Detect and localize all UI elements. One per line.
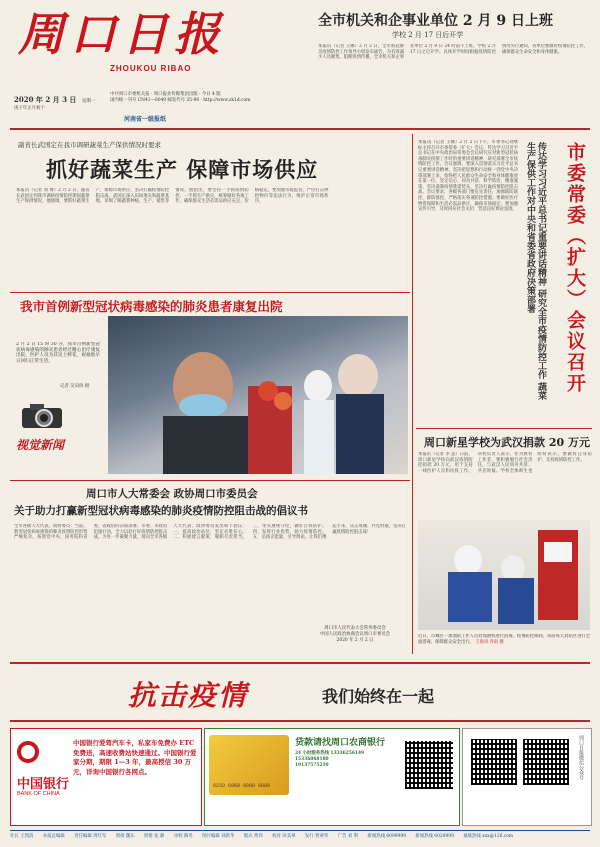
lead-rule (10, 292, 410, 293)
right-rule (416, 428, 592, 429)
photo-story-caption: 2 月 2 日 15 时 30 分，我市首例新型冠状病毒感染的肺炎患者经过精心治疗康复出院，医护人员为其送上鲜花，祝福他早日回归正常生活。 (16, 342, 100, 364)
grade-badge: 河南省一级报纸 (124, 117, 167, 123)
masthead-meta: 中共周口市委机关报 · 周口报业传媒集团出版 · 今日 4 版 国内统一刊号 CN41—0049 邮发代号 35-98 · http://www.zk1d.com (110, 92, 251, 103)
footer-item: 广告 刘 利 (337, 834, 359, 839)
issue-date: 2020 年 2 月 3 日 星期一 (14, 95, 96, 104)
photo-credit: 记者 吴向珍 摄 (60, 384, 90, 389)
right-column-divider (412, 134, 413, 654)
app-qr-code[interactable] (521, 737, 571, 787)
footer-item: 本报总编辑 (42, 834, 65, 839)
loan-ad-phones: 24 小时服务热线 13336256149 15336868180 19137575210 (295, 751, 365, 768)
initiative-signatures: 周口市人民代表大会常务委员会 中国人民政治协商会议周口市委员会 2020 年 2 月 2 日 (319, 626, 391, 643)
bank-logo-icon (17, 741, 39, 763)
notice-ad (462, 728, 592, 826)
lead-headline: 抓好蔬菜生产 保障市场供应 (46, 157, 319, 182)
lead-kicker: 副省长武国定在我市调研蔬菜生产保供情况时要求 (18, 141, 161, 149)
masthead-rule (10, 128, 590, 130)
gas-station-caption: 近日，市城区一加油站工作人员对加油机进行消毒。疫情防控期间，该站每天对站区进行全面消毒，保障群众安全出行。 王海涛 乔南 摄 (418, 634, 590, 645)
footer-item: 照排 魏东 (115, 834, 135, 839)
photo-story-headline: 我市首例新型冠状病毒感染的肺炎患者康复出院 (20, 299, 283, 314)
footer-item: 审校 陶冬 (173, 834, 193, 839)
right-vertical-subtitle: 传达学习习近平总书记重要讲话精神 研究全市疫情防控工作 蔬菜生产保供工作对中央和省委省政府决策部署 (525, 142, 546, 401)
newspaper-name: 周口日报 (18, 7, 226, 61)
footer-item: 校对 田美翠 (272, 834, 296, 839)
footer-item: 新闻热线 6029999 (415, 834, 454, 839)
card-number: 6233 6868 8888 8888 (213, 783, 271, 789)
loan-ad (204, 728, 460, 826)
camera-icon (20, 400, 64, 430)
right-vertical-title: 市委常委（扩大）会议召开 (564, 142, 586, 394)
visual-news-label: 视觉新闻 (16, 438, 65, 452)
right-column-body: 本报讯（记者 王娜）2 月 2 日下午，市委书记刘继标主持召开市委常委（扩大）会议，传达学习习近平总书记在中央政治局常委会会议研究应对新型冠状病毒肺炎疫情工作时的重要讲话精神，研究部署全市疫情防控工作。会议强调，要深入贯彻落实习近平总书记重要讲话精神，坚决把思想和行动统一到党中央决策部署上来，始终把人民群众生命安全和身体健康放在第一位，坚定信心、同舟共济、科学防治、精准施策，坚决遏制疫情蔓延势头，坚决打赢疫情防控阻击战。会议要求，各级各部门要压实责任，加强联防联控、群防群控，严格落实各项防控措施；要做好医疗物资保障和生活必需品供应，确保市场稳定；要加强宣传引导，及时回应社会关切，营造良好舆论氛围。 (418, 140, 518, 213)
footer-item: 发行 贾翠华 (304, 834, 329, 839)
notice-label: 周口日报微信公众号 (578, 735, 584, 780)
initiative-line2: 关于助力打赢新型冠状病毒感染的肺炎疫情防控阻击战的倡议书 (14, 505, 308, 517)
initiative-line1: 周口市人大常委会 政协周口市委员会 (86, 488, 258, 500)
card-image (209, 735, 289, 795)
loan-qr-code[interactable] (403, 739, 455, 791)
lunar-date: 庚子年正月初十 (14, 106, 45, 111)
patient-discharge-photo (108, 316, 408, 474)
top-news-headline: 全市机关和企事业单位 2 月 9 日上班 (318, 13, 553, 29)
bank-name: 中国银行 (17, 777, 70, 792)
footer-item: 新闻热线 6099999 (367, 834, 406, 839)
fight-epidemic-banner (10, 662, 590, 722)
bank-ad (10, 728, 202, 826)
story2-body: 本报讯（记者 李 慧）日前，周口新星学校向武汉疫情防控捐款 20 万元，用于支持一线医护人员和抗疫工作。该校负责人表示，作为教育工作者，要积极履行社会责任，与武汉人民同舟共济、共克时艰。学校全体师生也纷纷表示，要做好自身防护，支持疫情防控工作。 (418, 452, 592, 474)
top-news-subhead: 学校 2 月 17 日后开学 (392, 31, 464, 39)
banner-main: 抗击疫情 (128, 679, 249, 712)
masthead-pinyin: ZHOUKOU RIBAO (110, 64, 192, 73)
footer-item: 照排 张 静 (144, 834, 165, 839)
photo-rule (10, 480, 410, 481)
lead-body: 本报讯（记者 刘 博）2 月 2 日，副省长武国定到我市调研疫情防控期间蔬菜生产保供情况，他强调，要抓好蔬菜生产，保障市场供应，坚决打赢疫情防控阻击战。武国定深入田间地头和蔬菜基地，详细了解蔬菜种植、生产、销售等情况。他指出，要坚持一手抓疫情防控，一手抓生产供应，统筹做好各项工作，确保群众生活必需品供应充足、价格稳定。要加强市场监管，严厉打击哄抬物价等违法行为，维护正常市场秩序。 (16, 188, 329, 205)
wechat-qr-code[interactable] (469, 737, 519, 787)
footer-item: 通联热线 xxx@126.com (463, 834, 514, 839)
story2-headline: 周口新星学校为武汉捐款 20 万元 (424, 436, 590, 449)
footer-item: 责任编辑 周红军 (74, 834, 107, 839)
footer-item: 社长 王凯清 (10, 834, 34, 839)
loan-ad-title: 贷款请找周口农商银行 (295, 738, 386, 748)
footer-item: 版式 黄伟 (243, 834, 263, 839)
footer-item: 图片编辑 刘新华 (202, 834, 235, 839)
top-news-body: 本报讯（记者 王娜）2 月 2 日，全市新冠肺炎疫情防控工作领导小组发布通告，为有效减少人员聚集，阻断疫情传播，全市机关和企事业单位 2 月 9 日 24 时前不上班，学校 2 月 17 日之后开学。具体开学时间根据疫情防控情况另行通知。各单位要做好疫情防控工作，确保群众生命安全和身体健康。 (318, 44, 588, 61)
gas-station-photo (418, 520, 590, 630)
initiative-body: 全市各级人大代表、政协委员：当前，新型冠状病毒感染的肺炎疫情防控形势严峻复杂。按照党中央、国务院和省委、省政府的决策部署，市委、市政府迅速行动，全力以赴打好疫情防控阻击战。为进一步凝聚力量，现向全市各级人大代表、政协委员发出如下倡议：一、提高政治站位，坚定必胜信心。二、积极建言献策，履职尽责担当。三、带头遵规守纪，做好自我防护。四、发挥行业优势，助力疫情防控。五、弘扬正能量，引导舆论。让我们携起手来，众志成城、共克时艰，坚决打赢疫情防控阻击战！ (14, 524, 406, 541)
masthead-logo (18, 8, 238, 60)
bank-ad-text: 中国银行爱驾汽车卡，私家车免费办 ETC 免费送，高速收费站快速通过。中国银行爱家分期，期限 1—3 年，最高授信 30 万元，详询中国银行各网点。 (73, 739, 197, 776)
footer-bar (10, 830, 590, 843)
bank-name-en: BANK OF CHINA (17, 791, 60, 797)
banner-sub: 我们始终在一起 (322, 687, 435, 706)
